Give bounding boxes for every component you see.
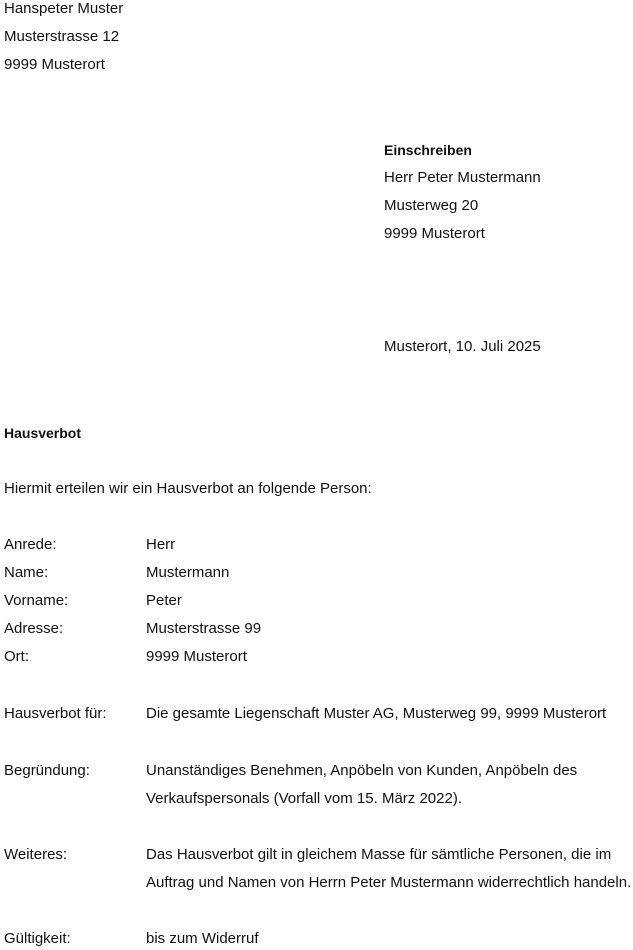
reason-line-1: Unanständiges Benehmen, Anpöbeln von Kunden, Anpöbeln des: [146, 762, 578, 779]
scope-label: Hausverbot für:: [4, 705, 107, 722]
sender-street: Musterstrasse 12: [4, 28, 120, 45]
salutation-label: Anrede:: [4, 536, 57, 553]
further-label: Weiteres:: [4, 846, 68, 863]
firstname-value: Peter: [146, 592, 182, 609]
sender-city: 9999 Musterort: [4, 56, 105, 73]
validity-value: bis zum Widerruf: [146, 930, 259, 947]
surname-label: Name:: [4, 564, 49, 581]
further-line-1: Das Hausverbot gilt in gleichem Masse für sämtliche Personen, die im: [146, 846, 612, 863]
scope-value: Die gesamte Liegenschaft Muster AG, Musterweg 99, 9999 Musterort: [146, 705, 607, 722]
date-line: Musterort, 10. Juli 2025: [384, 338, 541, 355]
further-line-2: Auftrag und Namen von Herrn Peter Mustermann widerrechtlich handeln.: [146, 874, 632, 891]
recipient-name: Herr Peter Mustermann: [384, 169, 541, 186]
city-value: 9999 Musterort: [146, 648, 247, 665]
salutation-value: Herr: [146, 536, 176, 553]
address-label: Adresse:: [4, 620, 64, 637]
recipient-city: 9999 Musterort: [384, 225, 485, 242]
address-value: Musterstrasse 99: [146, 620, 262, 637]
delivery-method: Einschreiben: [384, 142, 472, 158]
city-label: Ort:: [4, 648, 29, 665]
reason-line-2: Verkaufspersonals (Vorfall vom 15. März 2022).: [146, 790, 462, 807]
validity-label: Gültigkeit:: [4, 930, 71, 947]
surname-value: Mustermann: [146, 564, 230, 581]
letter-subject: Hausverbot: [4, 425, 82, 441]
recipient-street: Musterweg 20: [384, 197, 479, 214]
intro-text: Hiermit erteilen wir ein Hausverbot an folgende Person:: [4, 480, 372, 497]
sender-name: Hanspeter Muster: [4, 0, 124, 17]
reason-label: Begründung:: [4, 762, 90, 779]
firstname-label: Vorname:: [4, 592, 69, 609]
